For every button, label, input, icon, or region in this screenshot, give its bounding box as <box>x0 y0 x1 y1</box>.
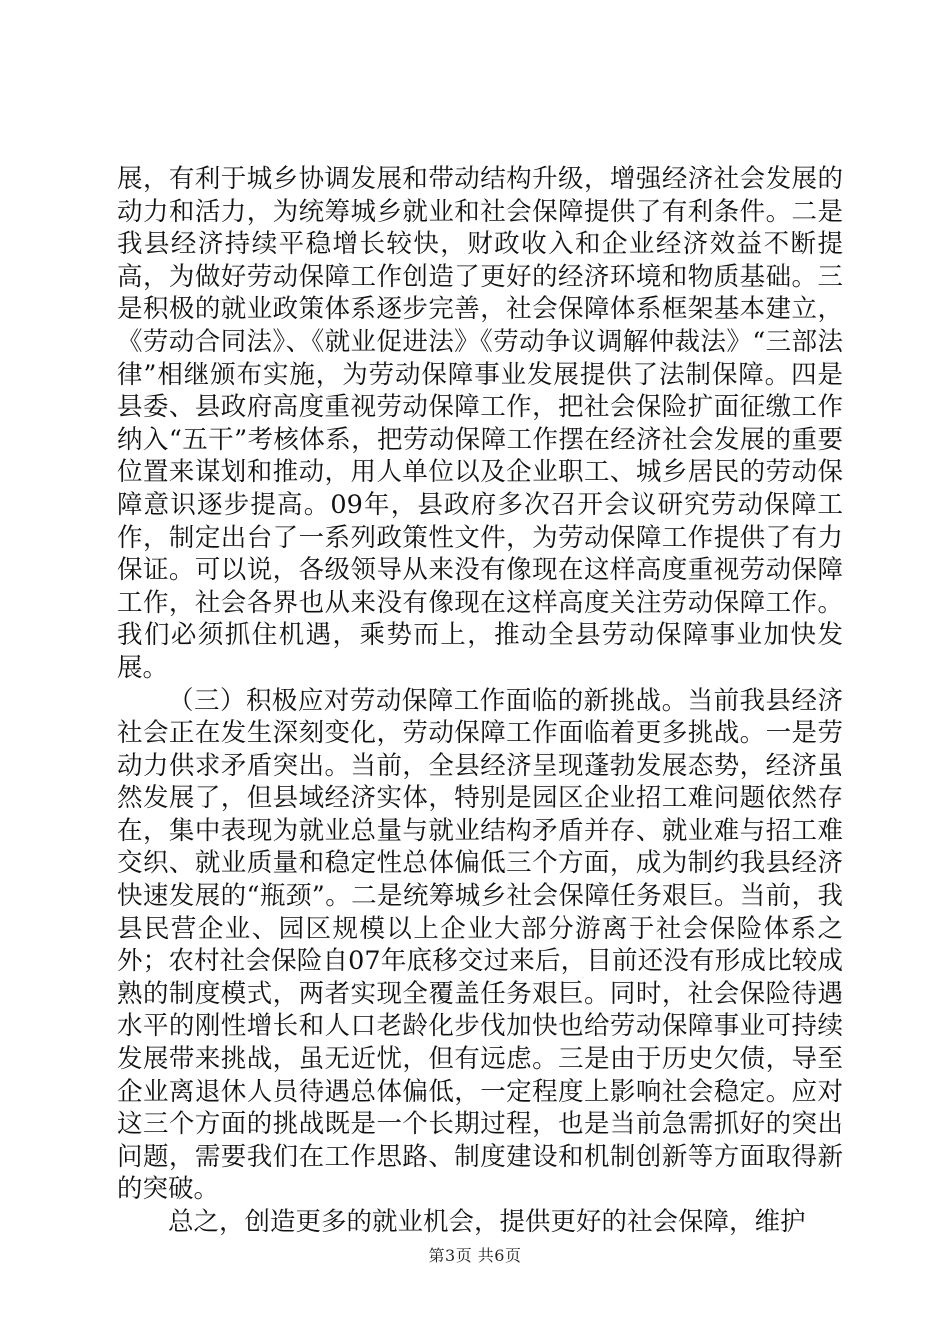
paragraph-summary: 总之，创造更多的就业机会，提供更好的社会保障，维护 <box>168 1207 806 1237</box>
page-footer: 第3页 共6页 <box>428 1246 522 1265</box>
document-body <box>117 163 843 1239</box>
paragraph-section-three: （三）积极应对劳动保障工作面临的新挑战。当前我县经济社会正在发生深刻变化，劳动保障工作面临着更多挑战。一是劳动力供求矛盾突出。当前，全县经济呈现蓬勃发展态势，经济虽然发展了，但县域经济实体，特别是园区企业招工难问题依然存在，集中表现为就业总量与就业结构矛盾并存、就业难与招工难交织、就业质量和稳定性总体偏低三个方面，成为制约我县经济快速发展的“瓶颈”。二是统筹城乡社会保障任务艰巨。当前，我县民营企业、园区规模以上企业大部分游离于社会保险体系之外；农村社会保险自07年底移交过来后，目前还没有形成比较成熟的制度模式，两者实现全覆盖任务艰巨。同时，社会保险待遇水平的刚性增长和人口老龄化步伐加快也给劳动保障事业可持续发展带来挑战，虽无近忧，但有远虑。三是由于历史欠债，导至企业离退休人员待遇总体偏低，一定程度上影响社会稳定。应对这三个方面的挑战既是一个长期过程，也是当前急需抓好的突出问题，需要我们在工作思路、制度建设和机制创新等方面取得新的突破。 <box>117 685 843 1205</box>
paragraph-continued: 展，有利于城乡协调发展和带动结构升级，增强经济社会发展的动力和活力，为统筹城乡就业和社会保障提供了有利条件。二是我县经济持续平稳增长较快，财政收入和企业经济效益不断提高，为做好劳动保障工作创造了更好的经济环境和物质基础。三是积极的就业政策体系逐步完善，社会保障体系框架基本建立，《劳动合同法》、《就业促进法》《劳动争议调解仲裁法》“三部法律”相继颁布实施，为劳动保障事业发展提供了法制保障。四是县委、县政府高度重视劳动保障工作，把社会保险扩面征缴工作纳入“五干”考核体系，把劳动保障工作摆在经济社会发展的重要位置来谋划和推动，用人单位以及企业职工、城乡居民的劳动保障意识逐步提高。09年，县政府多次召开会议研究劳动保障工作，制定出台了一系列政策性文件，为劳动保障工作提供了有力保证。可以说，各级领导从来没有像现在这样高度重视劳动保障工作，社会各界也从来没有像现在这样高度关注劳动保障工作。我们必须抓住机遇，乘势而上，推动全县劳动保障事业加快发展。 <box>117 164 843 683</box>
